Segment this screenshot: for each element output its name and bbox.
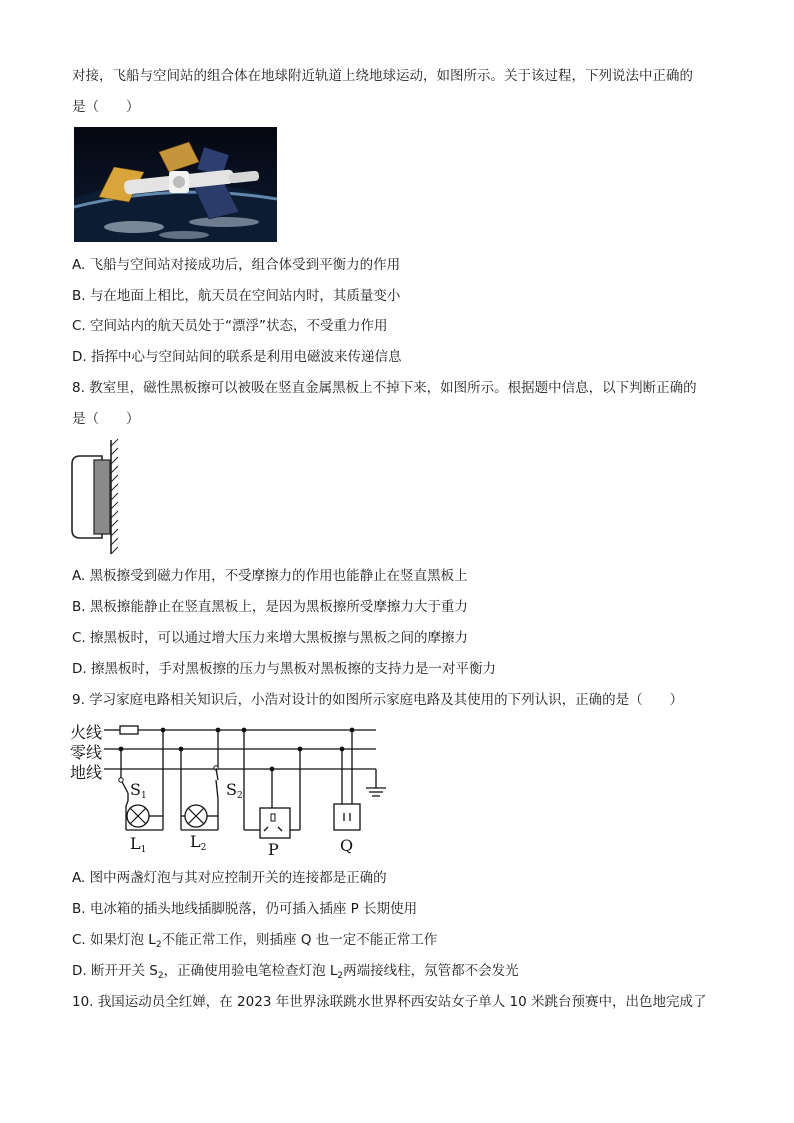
neutral-wire-label: 零线 (70, 743, 103, 762)
q7-stem-line1: 对接，飞船与空间站的组合体在地球附近轨道上绕地球运动，如图所示。关于该过程，下列说法中正确的 (72, 68, 693, 84)
switch-s1-label: $S_1$ (130, 780, 147, 801)
live-wire-label: 火线 (70, 723, 103, 742)
q9-stem: 9. 学习家庭电路相关知识后，小浩对设计的如图所示家庭电路及其使用的下列认识，正确的是（ ） (72, 692, 684, 708)
q9-option-c: C. 如果灯泡 $L_2$不能正常工作，则插座 Q 也一定不能正常工作 (72, 932, 438, 950)
socket-q-label: Q (340, 836, 354, 855)
switch-s2-label: $S_2$ (226, 780, 243, 801)
q8-option-a: A. 黑板擦受到磁力作用，不受摩擦力的作用也能静止在竖直黑板上 (72, 568, 468, 584)
q7-option-c: C. 空间站内的航天员处于“漂浮”状态，不受重力作用 (72, 318, 388, 334)
q7-stem-line2: 是（ ） (72, 99, 140, 115)
q8-stem-line2: 是（ ） (72, 411, 140, 427)
q9-option-d: D. 断开开关 $S_2$，正确使用验电笔检查灯泡 $L_2$两端接线柱，氖管都不会发光 (72, 963, 519, 981)
q7-option-b: B. 与在地面上相比，航天员在空间站内时，其质量变小 (72, 288, 401, 304)
q8-stem-line1: 8. 教室里，磁性黑板擦可以被吸在竖直金属黑板上不掉下来，如图所示。根据题中信息，以下判断正确的 (72, 380, 697, 396)
lamp-l1-label: $L_1$ (130, 834, 147, 855)
household-circuit-diagram (68, 718, 398, 858)
ground-wire-label: 地线 (70, 763, 103, 782)
q8-option-c: C. 擦黑板时，可以通过增大压力来增大黑板擦与黑板之间的摩擦力 (72, 630, 469, 646)
q8-option-b: B. 黑板擦能静止在竖直黑板上，是因为黑板擦所受摩擦力大于重力 (72, 599, 468, 615)
lamp-l2-label: $L_2$ (190, 832, 207, 853)
q8-option-d: D. 擦黑板时，手对黑板擦的压力与黑板对黑板擦的支持力是一对平衡力 (72, 661, 496, 677)
q7-option-a: A. 飞船与空间站对接成功后，组合体受到平衡力的作用 (72, 257, 401, 273)
space-station-photo (74, 127, 277, 242)
eraser-on-board-figure (66, 438, 130, 556)
q9-option-b: B. 电冰箱的插头地线插脚脱落，仍可插入插座 P 长期使用 (72, 901, 418, 917)
q9-option-a: A. 图中两盏灯泡与其对应控制开关的连接都是正确的 (72, 870, 387, 886)
socket-p-label: P (268, 840, 279, 859)
q10-stem: 10. 我国运动员全红婵，在 2023 年世界泳联跳水世界杯西安站女子单人 10 米跳台预赛中，出色地完成了 (72, 994, 707, 1010)
q7-option-d: D. 指挥中心与空间站间的联系是利用电磁波来传递信息 (72, 349, 402, 365)
